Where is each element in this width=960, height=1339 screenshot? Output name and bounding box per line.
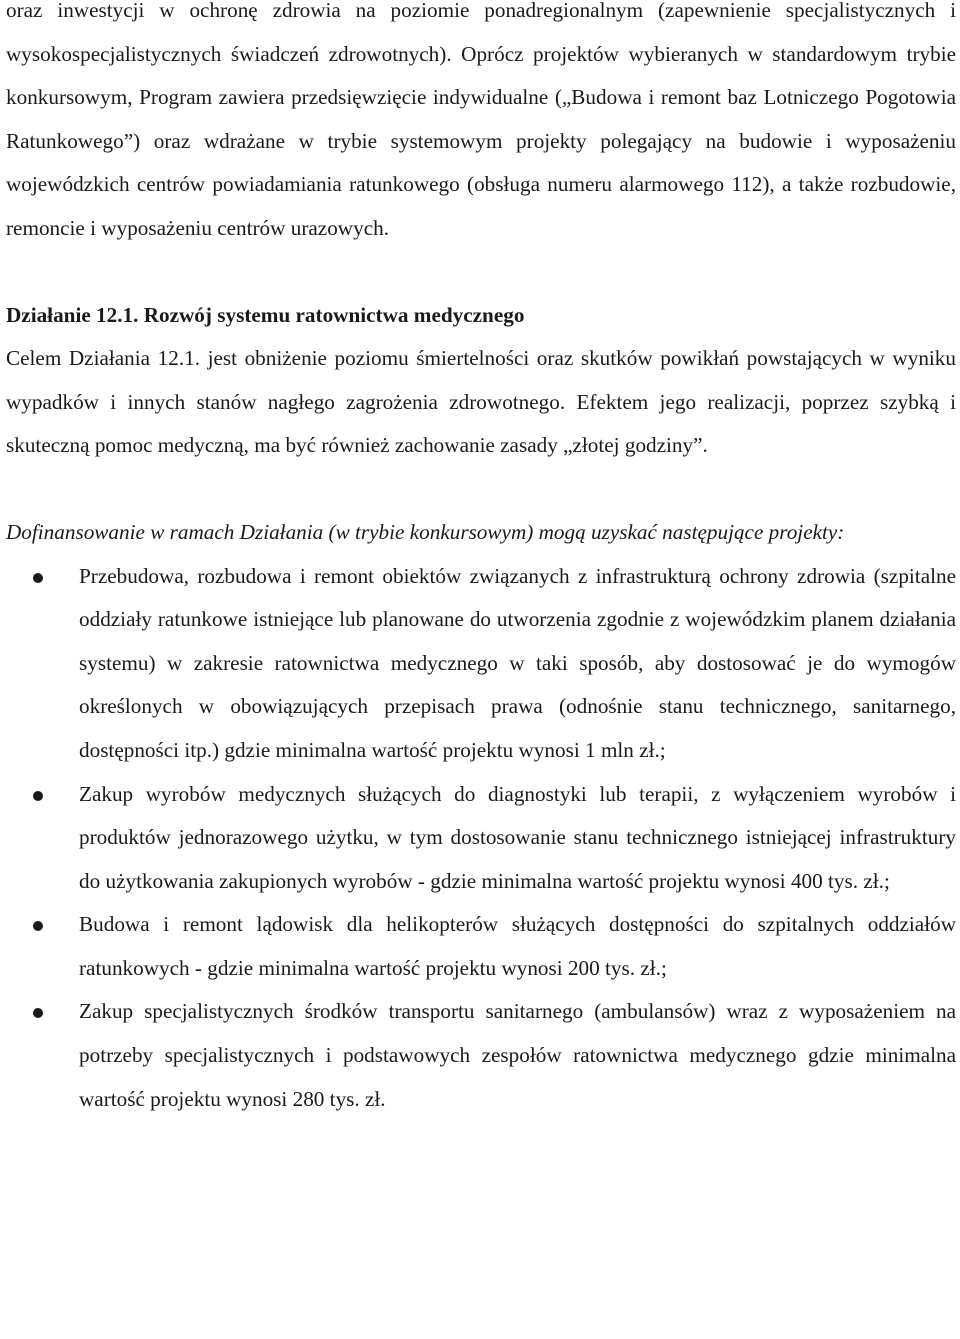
section-heading: Działanie 12.1. Rozwój systemu ratownictwa medycznego: [6, 302, 525, 327]
list-item-text: Zakup specjalistycznych środków transportu sanitarnego (ambulansów) wraz z wyposażeniem na potrzeby specjalistycznych i podstawowych zespołów ratownictwa medycznego gdzie minimalna wartość projektu wynosi 280 tys. zł.: [79, 999, 956, 1111]
bullet-icon: [33, 921, 43, 931]
list-item: [6, 555, 956, 773]
list-item-text: Zakup wyrobów medycznych służących do diagnostyki lub terapii, z wyłączeniem wyrobów i produktów jednorazowego użytku, w tym dostosowanie stanu technicznego istniejącej infrastruktury do użytkowania zakupionych wyrobów - gdzie minimalna wartość projektu wynosi 400 tys. zł.;: [79, 781, 956, 893]
project-list: [6, 555, 956, 1122]
list-item-text: Przebudowa, rozbudowa i remont obiektów związanych z infrastrukturą ochrony zdrowia (szpitalne oddziały ratunkowe istniejące lub planowane do utworzenia zgodnie z wojewódzkim planem działania systemu) w zakresie ratownictwa medycznego w taki sposób, aby dostosować je do wymogów określonych w obowiązujących przepisach prawa (odnośnie stanu technicznego, sanitarnego, dostępności itp.) gdzie minimalna wartość projektu wynosi 1 mln zł.;: [79, 563, 956, 762]
list-intro: Dofinansowanie w ramach Działania (w trybie konkursowym) mogą uzyskać następujące projekty:: [6, 519, 845, 544]
section-paragraph: Celem Działania 12.1. jest obniżenie poziomu śmiertelności oraz skutków powikłań powstających w wyniku wypadków i innych stanów nagłego zagrożenia zdrowotnego. Efektem jego realizacji, poprzez szybką i skuteczną pomoc medyczną, ma być również zachowanie zasady „złotej godziny”.: [6, 346, 956, 458]
bullet-icon: [33, 791, 43, 801]
intro-paragraph: oraz inwestycji w ochronę zdrowia na poziomie ponadregionalnym (zapewnienie specjalistycznych i wysokospecjalistycznych świadczeń zdrowotnych). Oprócz projektów wybieranych w standardowym trybie konkursowym, Program zawiera przedsięwzięcie indywidualne („Budowa i remont baz Lotniczego Pogotowia Ratunkowego”) oraz wdrażane w trybie systemowym projekty polegający na budowie i wyposażeniu wojewódzkich centrów powiadamiania ratunkowego (obsługa numeru alarmowego 112), a także rozbudowie, remoncie i wyposażeniu centrów urazowych.: [6, 0, 956, 240]
list-item: [6, 773, 956, 904]
bullet-icon: [33, 573, 43, 583]
list-item: [6, 903, 956, 990]
document-page: [6, 0, 956, 1121]
list-item-text: Budowa i remont lądowisk dla helikopterów służących dostępności do szpitalnych oddziałów ratunkowych - gdzie minimalna wartość projektu wynosi 200 tys. zł.;: [79, 912, 956, 980]
list-item: [6, 990, 956, 1121]
bullet-icon: [33, 1008, 43, 1018]
